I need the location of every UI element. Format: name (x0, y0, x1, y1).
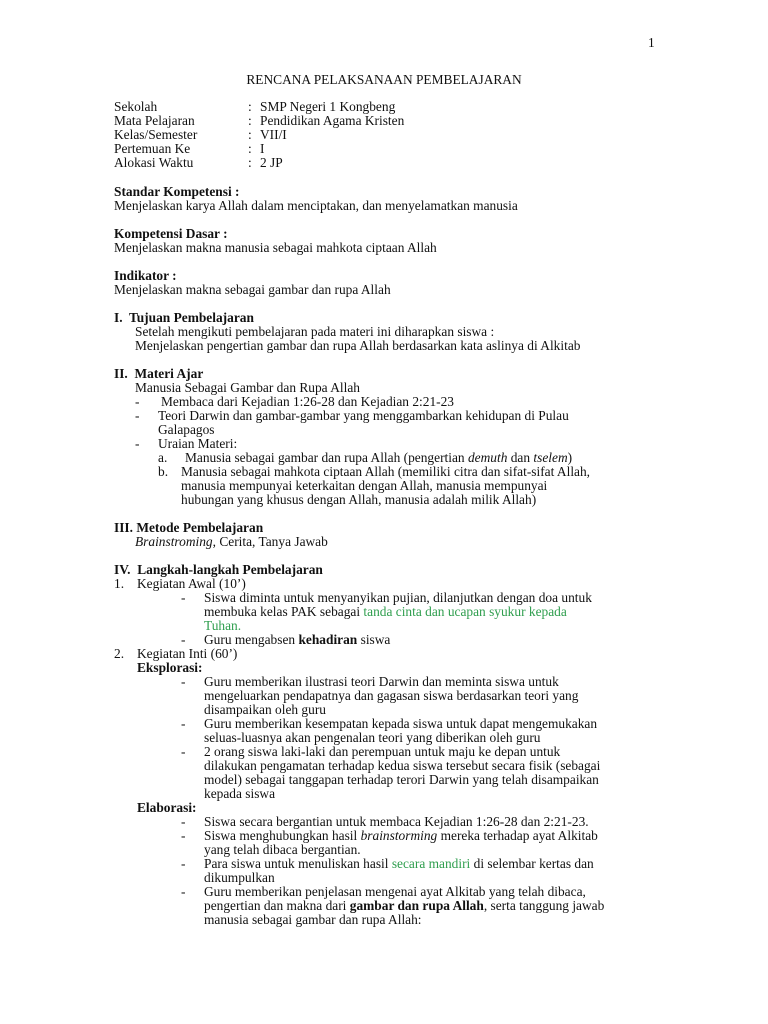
text-run: , Cerita, Tanya Jawab (212, 534, 328, 549)
info-colon: : (248, 113, 252, 128)
section-1-heading (114, 311, 674, 325)
uraian-item-b: Manusia sebagai mahkota ciptaan Allah (memiliki citra dan sifat-sifat Allah, (181, 464, 591, 479)
text-run: , serta tanggung jawab (483, 898, 605, 913)
info-label: Sekolah (114, 99, 158, 114)
page-number: 1 (648, 35, 655, 50)
step-item-cont: seluas-luasnya akan pengenalan teori yang diberikan oleh guru (204, 730, 541, 745)
tujuan-line: Setelah mengikuti pembelajaran pada materi ini diharapkan siswa : (135, 324, 495, 339)
metode-text (135, 535, 695, 549)
text-run: siswa (357, 632, 391, 647)
indikator-text: Menjelaskan makna sebagai gambar dan rupa Allah (114, 282, 391, 297)
section-title: Materi Ajar (134, 366, 204, 381)
materi-intro: Manusia Sebagai Gambar dan Rupa Allah (135, 380, 360, 395)
step-item (204, 857, 764, 871)
text-green: Tuhan. (204, 618, 242, 633)
step-item: Siswa diminta untuk menyanyikan pujian, dilanjutkan dengan doa untuk (204, 590, 592, 605)
step-item-cont: kepada siswa (204, 786, 276, 801)
info-label: Alokasi Waktu (114, 155, 194, 170)
section-number: I. (114, 310, 123, 325)
info-colon: : (248, 127, 252, 142)
info-row (114, 114, 404, 128)
eksplorasi-heading: Eksplorasi: (137, 660, 203, 675)
step-item: 2 orang siswa laki-laki dan perempuan untuk maju ke depan untuk (204, 744, 561, 759)
list-dash: - (181, 716, 186, 731)
info-colon: : (248, 99, 252, 114)
text-run: dan (507, 450, 534, 465)
step-item: Siswa secara bergantian untuk membaca Kejadian 1:26-28 dan 2:21-23. (204, 814, 589, 829)
step-number: 1. (114, 576, 125, 591)
step-item: Guru memberikan penjelasan mengenai ayat Alkitab yang telah dibaca, (204, 884, 586, 899)
uraian-item-a (185, 451, 745, 465)
list-dash: - (135, 408, 140, 423)
info-colon: : (248, 155, 252, 170)
list-dash: - (181, 828, 186, 843)
text-bold: kehadiran (298, 632, 358, 647)
text-run: ) (567, 450, 573, 465)
text-run: mereka terhadap ayat Alkitab (437, 828, 598, 843)
step-item-cont: model) sebagai tanggapan terhadap terori Darwin yang telah disampaikan (204, 772, 599, 787)
list-dash: - (135, 436, 140, 451)
text-green: tanda cinta dan ucapan syukur kepada (363, 604, 567, 619)
document-title: RENCANA PELAKSANAAN PEMBELAJARAN (246, 72, 522, 87)
text-italic: Brainstroming (135, 534, 213, 549)
indikator-heading: Indikator : (114, 268, 177, 283)
info-value: SMP Negeri 1 Kongbeng (260, 99, 396, 114)
text-italic: demuth (467, 450, 508, 465)
elaborasi-heading: Elaborasi: (137, 800, 197, 815)
uraian-item-b-cont: manusia mempunyai keterkaitan dengan Allah, manusia mempunyai (181, 478, 548, 493)
section-3-heading (114, 521, 674, 535)
step-number: 2. (114, 646, 125, 661)
info-label: Kelas/Semester (114, 127, 198, 142)
step-item (204, 633, 764, 647)
info-row (114, 156, 404, 170)
info-row (114, 142, 404, 156)
info-colon: : (248, 141, 252, 156)
info-value: Pendidikan Agama Kristen (260, 113, 405, 128)
text-run: membuka kelas PAK sebagai (204, 604, 364, 619)
materi-item-cont: Galapagos (158, 422, 215, 437)
uraian-item-b-cont: hubungan yang khusus dengan Allah, manusia adalah milik Allah) (181, 492, 537, 507)
step-item-cont (204, 899, 764, 913)
list-dash: - (135, 394, 140, 409)
list-dash: - (181, 856, 186, 871)
section-title: Langkah-langkah Pembelajaran (137, 562, 323, 577)
sub-label: b. (158, 464, 169, 479)
kd-text: Menjelaskan makna manusia sebagai mahkota ciptaan Allah (114, 240, 437, 255)
step-item-cont: manusia sebagai gambar dan rupa Allah: (204, 912, 422, 927)
step-item-cont: dilakukan pengamatan terhadap kedua siswa tersebut secara fisik (sebagai (204, 758, 601, 773)
section-2-heading (114, 367, 674, 381)
text-bold: gambar dan rupa Allah (349, 898, 484, 913)
section-number: III. (114, 520, 133, 535)
info-row (114, 100, 404, 114)
section-title: Tujuan Pembelajaran (129, 310, 254, 325)
step-title: Kegiatan Awal (10’) (137, 576, 246, 591)
info-row (114, 128, 404, 142)
section-number: II. (114, 366, 128, 381)
info-label: Pertemuan Ke (114, 141, 191, 156)
list-dash: - (181, 744, 186, 759)
text-run: Para siswa untuk menuliskan hasil (204, 856, 392, 871)
text-run: pengertian dan makna dari (204, 898, 350, 913)
text-italic: tselem (533, 450, 568, 465)
step-title: Kegiatan Inti (60’) (137, 646, 238, 661)
text-run: di selembar kertas dan (470, 856, 594, 871)
text-run: Manusia sebagai gambar dan rupa Allah (pengertian (185, 450, 468, 465)
step-item (204, 829, 764, 843)
text-run: Siswa menghubungkan hasil (204, 828, 361, 843)
step-item: Guru memberikan kesempatan kepada siswa untuk dapat mengemukakan (204, 716, 598, 731)
info-value: VII/I (260, 127, 287, 142)
kd-heading: Kompetensi Dasar : (114, 226, 228, 241)
list-dash: - (181, 632, 186, 647)
info-value: I (260, 141, 265, 156)
info-value: 2 JP (260, 155, 283, 170)
step-item-cont (204, 605, 764, 619)
sub-label: a. (158, 450, 168, 465)
sk-heading: Standar Kompetensi : (114, 184, 240, 199)
list-dash: - (181, 814, 186, 829)
list-dash: - (181, 590, 186, 605)
list-dash: - (181, 674, 186, 689)
sk-text: Menjelaskan karya Allah dalam menciptakan, dan menyelamatkan manusia (114, 198, 518, 213)
materi-item: Membaca dari Kejadian 1:26-28 dan Kejadian 2:21-23 (161, 394, 455, 409)
step-item-cont: mengeluarkan pendapatnya dan gagasan siswa berdasarkan teori yang (204, 688, 579, 703)
step-item-cont: dikumpulkan (204, 870, 275, 885)
tujuan-line: Menjelaskan pengertian gambar dan rupa Allah berdasarkan kata aslinya di Alkitab (135, 338, 581, 353)
info-label: Mata Pelajaran (114, 113, 195, 128)
list-dash: - (181, 884, 186, 899)
materi-item: Uraian Materi: (158, 436, 238, 451)
materi-item: Teori Darwin dan gambar-gambar yang menggambarkan kehidupan di Pulau (158, 408, 569, 423)
step-item-cont: yang telah dibaca bergantian. (204, 842, 361, 857)
step-item: Guru memberikan ilustrasi teori Darwin dan meminta siswa untuk (204, 674, 559, 689)
section-4-heading (114, 563, 674, 577)
text-italic: brainstorming (360, 828, 438, 843)
text-green: secara mandiri (391, 856, 471, 871)
text-run: Guru mengabsen (204, 632, 299, 647)
step-item-cont: disampaikan oleh guru (204, 702, 326, 717)
section-title: Metode Pembelajaran (136, 520, 264, 535)
section-number: IV. (114, 562, 131, 577)
info-table (114, 100, 404, 170)
